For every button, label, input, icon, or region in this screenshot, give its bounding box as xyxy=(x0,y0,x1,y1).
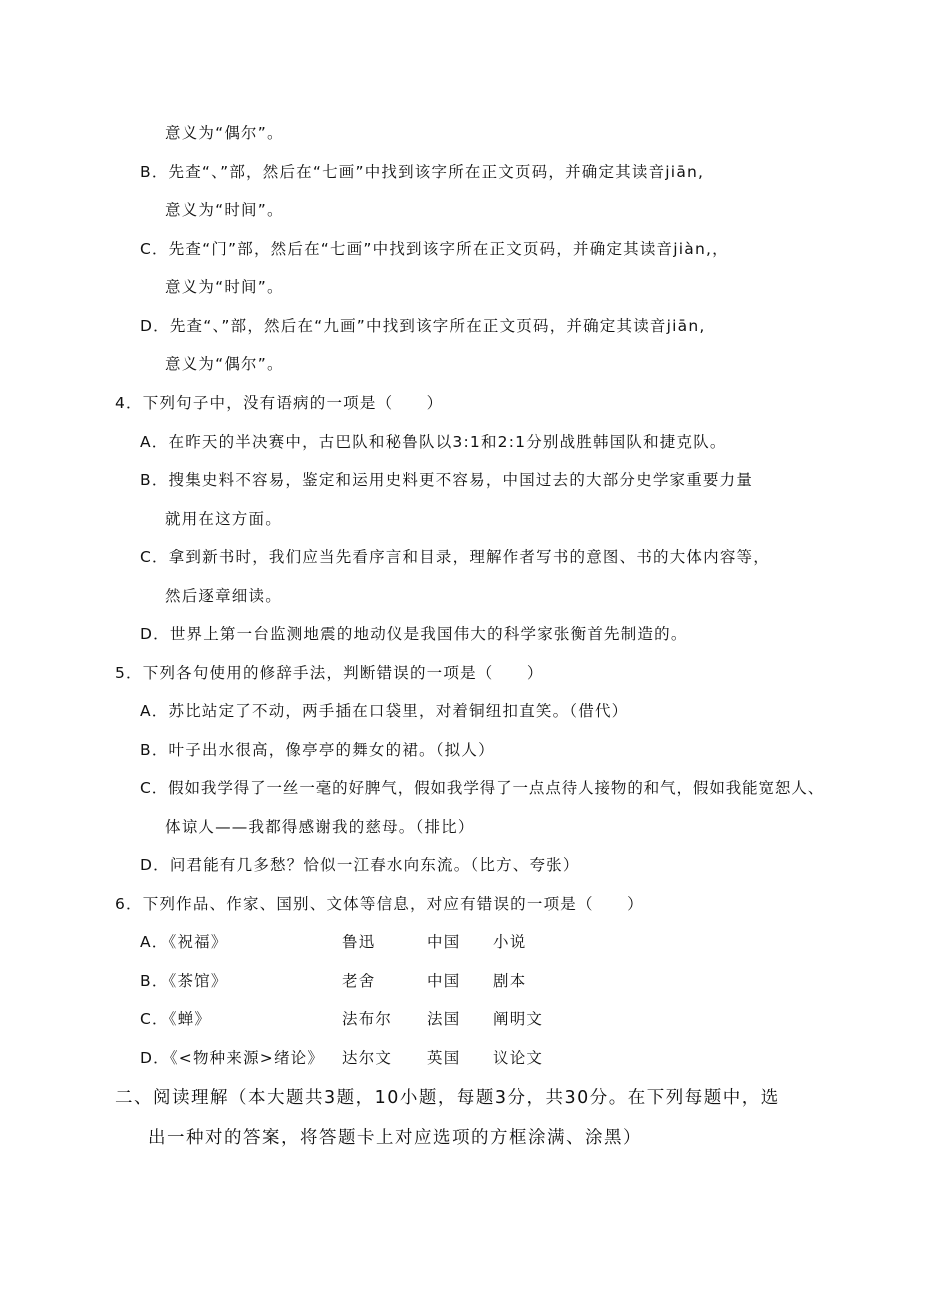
q4-option-b-continuation: 就用在这方面。 xyxy=(165,510,282,528)
q5-stem: 5．下列各句使用的修辞手法，判断错误的一项是（ ） xyxy=(115,664,544,682)
q5-option-c: C．假如我学得了一丝一毫的好脾气，假如我学得了一点点待人接物的和气，假如我能宽恕人、 xyxy=(140,779,825,797)
q3-option-b: B．先查“、”部，然后在“七画”中找到该字所在正文页码，并确定其读音jiān, xyxy=(140,163,705,181)
author-name: 老舍 xyxy=(342,972,376,990)
q3-option-b-continuation: 意义为“时间”。 xyxy=(165,201,284,219)
genre-name: 剧本 xyxy=(493,972,527,990)
work-title: A．《祝福》 xyxy=(140,933,228,951)
author-name: 法布尔 xyxy=(342,1010,393,1028)
q5-option-c-continuation: 体谅人——我都得感谢我的慈母。（排比） xyxy=(165,818,475,836)
q6-option-row xyxy=(0,930,950,952)
q4-option-b: B．搜集史料不容易，鉴定和运用史料更不容易，中国过去的大部分史学家重要力量 xyxy=(140,471,754,489)
author-name: 鲁迅 xyxy=(342,933,376,951)
q4-option-a: A．在昨天的半决赛中，古巴队和秘鲁队以3:1和2:1分别战胜韩国队和捷克队。 xyxy=(140,433,727,451)
country-name: 法国 xyxy=(427,1010,461,1028)
author-name: 达尔文 xyxy=(342,1049,393,1067)
work-title: B．《茶馆》 xyxy=(140,972,228,990)
q4-option-c: C．拿到新书时，我们应当先看序言和目录，理解作者写书的意图、书的大体内容等， xyxy=(140,548,770,566)
genre-name: 阐明文 xyxy=(493,1010,544,1028)
q6-option-row xyxy=(0,1007,950,1029)
q4-option-d: D．世界上第一台监测地震的地动仪是我国伟大的科学家张衡首先制造的。 xyxy=(140,625,688,643)
q3-option-a-continuation: 意义为“偶尔”。 xyxy=(165,124,284,142)
q6-option-row xyxy=(0,1046,950,1068)
genre-name: 议论文 xyxy=(493,1049,544,1067)
q5-option-d: D．问君能有几多愁？恰似一江春水向东流。（比方、夸张） xyxy=(140,856,580,874)
q5-option-a: A．苏比站定了不动，两手插在口袋里，对着铜纽扣直笑。（借代） xyxy=(140,702,629,720)
section-2-heading-continuation: 出一种对的答案，将答题卡上对应选项的方框涂满、涂黑） xyxy=(148,1128,642,1148)
q4-stem: 4．下列句子中，没有语病的一项是（ ） xyxy=(115,394,444,412)
genre-name: 小说 xyxy=(493,933,527,951)
q3-option-c: C．先查“门”部，然后在“七画”中找到该字所在正文页码，并确定其读音jiàn,， xyxy=(140,240,729,258)
q3-option-c-continuation: 意义为“时间”。 xyxy=(165,278,284,296)
q6-option-row xyxy=(0,969,950,991)
section-2-heading: 二、阅读理解（本大题共3题，10小题，每题3分，共30分。在下列每题中，选 xyxy=(115,1088,780,1108)
q3-option-d: D．先查“、”部，然后在“九画”中找到该字所在正文页码，并确定其读音jiān, xyxy=(140,317,706,335)
q6-stem: 6．下列作品、作家、国别、文体等信息，对应有错误的一项是（ ） xyxy=(115,895,644,913)
country-name: 中国 xyxy=(427,933,461,951)
country-name: 英国 xyxy=(427,1049,461,1067)
work-title: D．《<物种来源>绪论》 xyxy=(140,1049,325,1067)
country-name: 中国 xyxy=(427,972,461,990)
q5-option-b: B．叶子出水很高，像亭亭的舞女的裙。（拟人） xyxy=(140,741,495,759)
q4-option-c-continuation: 然后逐章细读。 xyxy=(165,587,282,605)
q3-option-d-continuation: 意义为“偶尔”。 xyxy=(165,355,284,373)
work-title: C．《蝉》 xyxy=(140,1010,212,1028)
